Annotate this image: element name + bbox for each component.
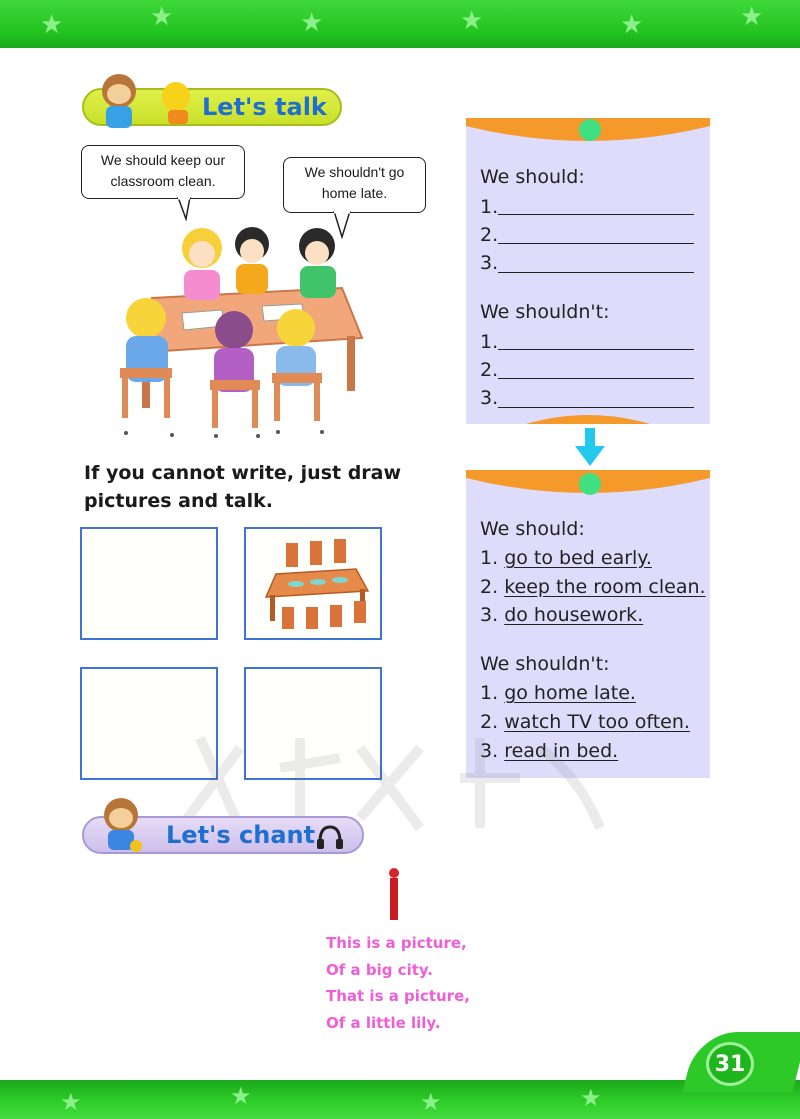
worksheet-arch-decoration [466,470,710,496]
should-blank-3-num: 3. [480,252,499,274]
filled-shouldnt-item-1-num: 1. [480,682,499,704]
arrow-down-icon [575,428,605,466]
filled-should-item-3-text: do housework. [504,604,644,626]
worksheet-blank [466,118,710,424]
headphones-icon[interactable] [316,824,344,850]
shouldnt-blank-1[interactable] [498,349,694,350]
children-at-table-illustration [112,218,372,443]
shouldnt-blank-3[interactable] [498,407,694,408]
chant-line-1: This is a picture, [326,934,467,952]
filled-should-item-2-text: keep the room clean. [504,576,706,598]
chant-line-3: That is a picture, [326,987,470,1005]
worksheet-bottom-arc [466,410,710,424]
shouldnt-blank-1-num: 1. [480,331,499,353]
drawing-box-2[interactable] [244,527,382,640]
chick-icon [156,76,196,126]
should-blank-3[interactable] [498,272,694,273]
should-heading: We should: [480,166,585,188]
filled-should-item-3-num: 3. [480,604,499,626]
filled-should-item-2 [480,576,706,598]
speech-bubble-left [81,145,245,199]
shouldnt-blank-2[interactable] [498,378,694,379]
red-marker-illustration [386,868,402,920]
filled-should-item-2-num: 2. [480,576,499,598]
filled-shouldnt-item-2-text: watch TV too often. [504,711,690,733]
drawing-box-1[interactable] [80,527,218,640]
draw-instruction: If you cannot write, just draw pictures and talk. [84,462,402,512]
speech-bubble-right-text: We shouldn't go home late. [304,164,405,201]
should-blank-1-num: 1. [480,196,499,218]
dining-table-icon [246,529,380,638]
monkey-icon [94,796,150,860]
speech-bubble-right [283,157,426,213]
filled-should-item-3 [480,604,643,626]
bottom-decorative-band: ★ ★ ★ ★ [0,1080,800,1119]
filled-shouldnt-item-2-num: 2. [480,711,499,733]
filled-shouldnt-item-1-text: go home late. [504,682,636,704]
chant-line-4: Of a little lily. [326,1014,441,1032]
filled-shouldnt-item-3-text: read in bed. [504,740,619,762]
filled-shouldnt-item-1 [480,682,636,704]
filled-should-item-1-text: go to bed early. [504,547,652,569]
should-blank-2-num: 2. [480,224,499,246]
lets-chant-title: Let's chant [166,821,316,849]
filled-shouldnt-heading: We shouldn't: [480,653,610,675]
page-number: 31 [706,1042,754,1086]
speech-bubble-left-text: We should keep our classroom clean. [100,152,226,189]
filled-should-item-1 [480,547,652,569]
filled-shouldnt-item-3-num: 3. [480,740,499,762]
shouldnt-heading: We shouldn't: [480,301,610,323]
should-blank-1[interactable] [498,214,694,215]
shouldnt-blank-3-num: 3. [480,387,499,409]
top-decorative-band: ★ ★ ★ ★ ★ ★ [0,0,800,48]
chant-line-2: Of a big city. [326,961,433,979]
should-blank-2[interactable] [498,243,694,244]
monkey-icon [96,70,146,130]
worksheet-arch-decoration [466,118,710,144]
filled-should-heading: We should: [480,518,585,540]
shouldnt-blank-2-num: 2. [480,359,499,381]
lets-talk-title: Let's talk [202,93,327,121]
filled-should-item-1-num: 1. [480,547,499,569]
